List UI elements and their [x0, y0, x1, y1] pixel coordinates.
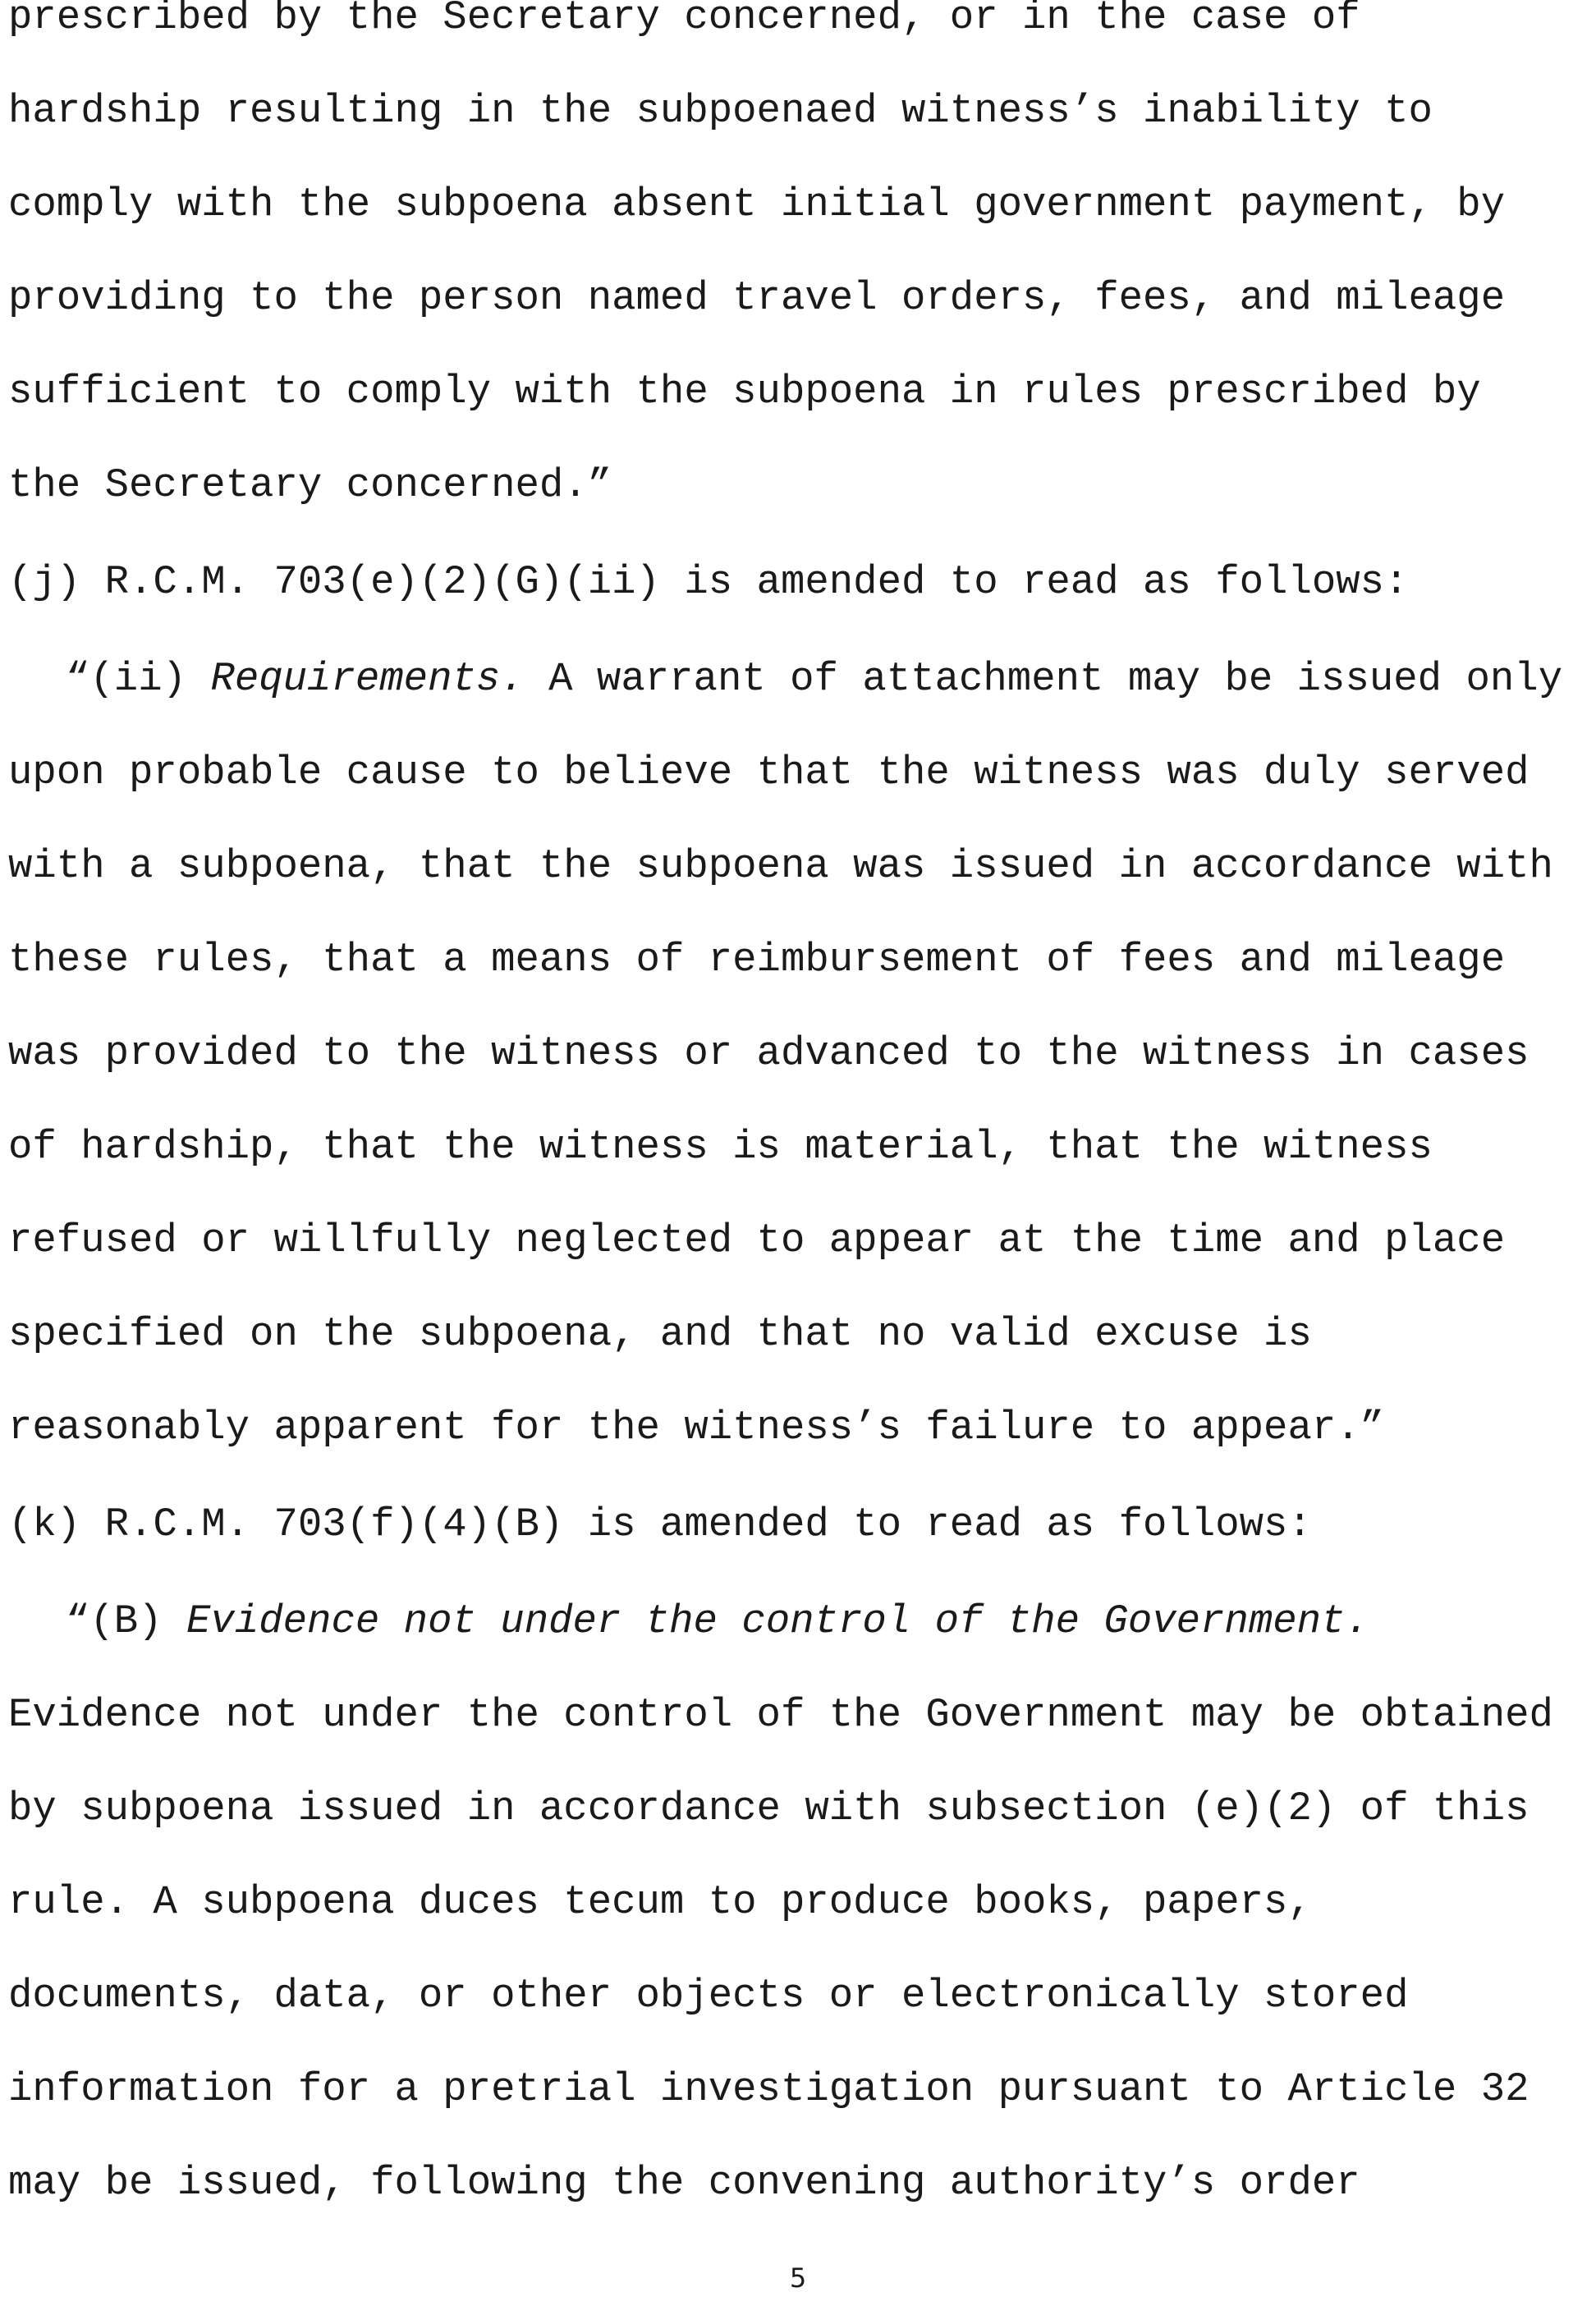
body-text-line: by subpoena issued in accordance with subsection (e)(2) of this: [8, 1785, 1530, 1831]
italic-subheading: Evidence not under the control of the Government.: [186, 1598, 1369, 1644]
amendment-heading-j: (j) R.C.M. 703(e)(2)(G)(ii) is amended to read as follows:: [8, 559, 1409, 605]
body-text-line: Evidence not under the control of the Government may be obtained: [8, 1692, 1553, 1738]
body-text-line: the Secretary concerned.”: [8, 462, 612, 508]
body-text-line: of hardship, that the witness is material, that the witness: [8, 1124, 1433, 1170]
page-number: 5: [789, 2262, 807, 2294]
body-text-line: upon probable cause to believe that the witness was duly served: [8, 749, 1530, 795]
body-text-line: prescribed by the Secretary concerned, or in the case of: [8, 0, 1360, 40]
quoted-paragraph-start: [66, 654, 1562, 704]
quote-prefix: “(ii): [66, 656, 211, 702]
body-text-line: with a subpoena, that the subpoena was issued in accordance with: [8, 843, 1553, 889]
body-text-line: providing to the person named travel orders, fees, and mileage: [8, 275, 1506, 321]
italic-subheading: Requirements.: [210, 656, 525, 702]
body-text-line: hardship resulting in the subpoenaed witness’s inability to: [8, 88, 1433, 134]
body-text-line: reasonably apparent for the witness’s failure to appear.”: [8, 1405, 1385, 1451]
body-text-line: refused or willfully neglected to appear at the time and place: [8, 1217, 1506, 1263]
quote-suffix: A warrant of attachment may be issued only: [524, 656, 1563, 702]
quote-prefix: “(B): [66, 1598, 187, 1644]
body-text-line: may be issued, following the convening authority’s order: [8, 2160, 1360, 2206]
body-text-line: specified on the subpoena, and that no valid excuse is: [8, 1311, 1312, 1357]
body-text-line: comply with the subpoena absent initial government payment, by: [8, 181, 1506, 227]
quoted-paragraph-start: [66, 1597, 1369, 1646]
body-text-line: information for a pretrial investigation pursuant to Article 32: [8, 2066, 1530, 2112]
body-text-line: documents, data, or other objects or electronically stored: [8, 1973, 1409, 2019]
body-text-line: rule. A subpoena duces tecum to produce books, papers,: [8, 1879, 1312, 1925]
body-text-line: was provided to the witness or advanced to the witness in cases: [8, 1030, 1530, 1076]
body-text-line: these rules, that a means of reimbursement of fees and mileage: [8, 937, 1506, 983]
amendment-heading-k: (k) R.C.M. 703(f)(4)(B) is amended to read as follows:: [8, 1501, 1312, 1547]
body-text-line: sufficient to comply with the subpoena in rules prescribed by: [8, 369, 1481, 415]
